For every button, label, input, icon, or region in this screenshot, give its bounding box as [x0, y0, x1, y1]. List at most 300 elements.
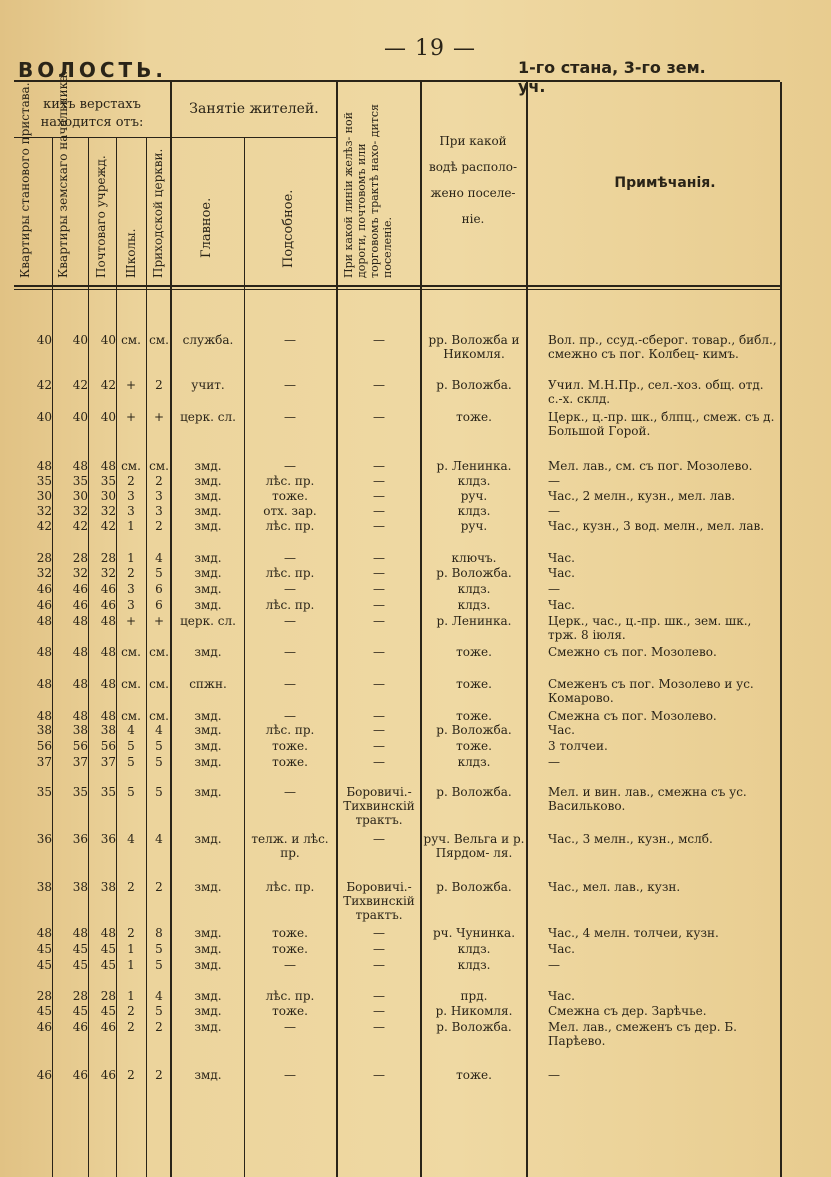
- cell-stanovoy: 40: [36, 410, 52, 424]
- cell-church: 6: [155, 598, 163, 612]
- cell-railway: —: [373, 504, 385, 518]
- cell-stanovoy: 37: [36, 755, 52, 769]
- col-rule: [88, 137, 89, 1177]
- header-notes: Примѣчанія.: [614, 175, 716, 191]
- cell-church: см.: [149, 333, 169, 347]
- cell-church: 5: [155, 739, 163, 753]
- header-water: При какой водѣ располо- жено поселе- ніе.: [428, 134, 518, 226]
- cell-auxiliary: лѣс. пр.: [265, 566, 315, 580]
- cell-church: 4: [155, 832, 163, 846]
- col-rule: [146, 137, 147, 1177]
- cell-zemsky: 40: [72, 333, 88, 347]
- cell-notes: —: [548, 1068, 560, 1082]
- cell-main: змд.: [194, 880, 222, 894]
- cell-zemsky: 46: [72, 1068, 88, 1082]
- page-title-left: ВОЛОСТЬ.: [18, 58, 168, 82]
- cell-main: змд.: [194, 489, 222, 503]
- cell-notes: Смежно съ пог. Мозолево.: [548, 645, 717, 659]
- cell-church: 5: [155, 958, 163, 972]
- cell-post: 28: [100, 551, 116, 565]
- header-stanovoy: Квартиры станового пристава.: [18, 82, 32, 278]
- cell-stanovoy: 38: [36, 723, 52, 737]
- cell-railway: —: [373, 378, 385, 392]
- cell-railway: —: [373, 333, 385, 347]
- cell-auxiliary: тоже.: [272, 489, 308, 503]
- cell-zemsky: 45: [72, 942, 88, 956]
- cell-main: служба.: [182, 333, 234, 347]
- cell-stanovoy: 48: [36, 926, 52, 940]
- cell-stanovoy: 45: [36, 1004, 52, 1018]
- cell-railway: —: [373, 519, 385, 533]
- cell-notes: Час.: [548, 566, 575, 580]
- cell-main: змд.: [194, 942, 222, 956]
- cell-zemsky: 48: [72, 677, 88, 691]
- cell-water: руч.: [460, 489, 488, 503]
- cell-church: 8: [155, 926, 163, 940]
- cell-schools: 5: [127, 739, 135, 753]
- cell-zemsky: 45: [72, 958, 88, 972]
- cell-zemsky: 37: [72, 755, 88, 769]
- cell-railway: —: [373, 832, 385, 846]
- cell-water: клдз.: [457, 582, 491, 596]
- cell-schools: см.: [121, 459, 141, 473]
- cell-main: змд.: [194, 504, 222, 518]
- cell-railway: —: [373, 410, 385, 424]
- cell-auxiliary: тоже.: [272, 926, 308, 940]
- cell-post: 45: [100, 1004, 116, 1018]
- cell-zemsky: 48: [72, 614, 88, 628]
- cell-church: 4: [155, 551, 163, 565]
- cell-auxiliary: —: [284, 333, 296, 347]
- cell-auxiliary: —: [284, 645, 296, 659]
- cell-church: 5: [155, 1004, 163, 1018]
- cell-schools: см.: [121, 677, 141, 691]
- cell-post: 56: [100, 739, 116, 753]
- cell-stanovoy: 38: [36, 880, 52, 894]
- cell-schools: см.: [121, 333, 141, 347]
- cell-water: руч.: [460, 519, 488, 533]
- cell-main: змд.: [194, 1004, 222, 1018]
- cell-auxiliary: тоже.: [272, 755, 308, 769]
- cell-zemsky: 35: [72, 474, 88, 488]
- cell-water: ключъ.: [451, 551, 497, 565]
- cell-post: 48: [100, 677, 116, 691]
- cell-post: 36: [100, 832, 116, 846]
- cell-notes: —: [548, 474, 560, 488]
- cell-schools: 1: [127, 519, 135, 533]
- cell-notes: Мел. и вин. лав., смежна съ ус. Васильково.: [548, 785, 747, 813]
- cell-zemsky: 48: [72, 645, 88, 659]
- cell-main: змд.: [194, 755, 222, 769]
- cell-stanovoy: 48: [36, 645, 52, 659]
- cell-water: руч. Вельга и р. Пярдом- ля.: [423, 832, 525, 860]
- cell-notes: Вол. пр., ссуд.-сберог. товар., библ., смежно съ пог. Колбец- кимъ.: [548, 333, 777, 361]
- cell-church: 2: [155, 519, 163, 533]
- cell-auxiliary: лѣс. пр.: [265, 880, 315, 894]
- cell-post: 37: [100, 755, 116, 769]
- occupation-group-rule: [172, 137, 336, 138]
- cell-post: 38: [100, 880, 116, 894]
- cell-post: 48: [100, 645, 116, 659]
- cell-main: змд.: [194, 926, 222, 940]
- cell-stanovoy: 46: [36, 598, 52, 612]
- cell-schools: 1: [127, 958, 135, 972]
- cell-church: см.: [149, 645, 169, 659]
- cell-church: 5: [155, 566, 163, 580]
- header-bottom-rule-2: [14, 289, 780, 290]
- cell-schools: 1: [127, 989, 135, 1003]
- cell-stanovoy: 45: [36, 958, 52, 972]
- cell-railway: —: [373, 582, 385, 596]
- cell-zemsky: 36: [72, 832, 88, 846]
- cell-schools: 3: [127, 504, 135, 518]
- cell-church: 5: [155, 785, 163, 799]
- cell-zemsky: 32: [72, 504, 88, 518]
- cell-main: змд.: [194, 1020, 222, 1034]
- col-rule: [780, 82, 782, 1177]
- cell-notes: Смеженъ съ пог. Мозолево и ус. Комарово.: [548, 677, 754, 705]
- cell-notes: —: [548, 582, 560, 596]
- cell-auxiliary: —: [284, 1020, 296, 1034]
- cell-schools: 2: [127, 926, 135, 940]
- cell-church: см.: [149, 459, 169, 473]
- cell-church: 6: [155, 582, 163, 596]
- cell-railway: Боровичі.- Тихвинскій трактъ.: [343, 785, 415, 827]
- cell-railway: —: [373, 958, 385, 972]
- cell-zemsky: 32: [72, 566, 88, 580]
- cell-schools: 5: [127, 755, 135, 769]
- cell-schools: 3: [127, 489, 135, 503]
- cell-schools: 5: [127, 785, 135, 799]
- cell-railway: —: [373, 739, 385, 753]
- cell-notes: Учил. М.Н.Пр., сел.-хоз. общ. отд. с.-х. склд.: [548, 378, 764, 406]
- cell-railway: —: [373, 709, 385, 723]
- cell-zemsky: 35: [72, 785, 88, 799]
- cell-water: р. Ленинка.: [436, 459, 512, 473]
- cell-schools: 4: [127, 723, 135, 737]
- cell-notes: Час., 3 мелн., кузн., мслб.: [548, 832, 713, 846]
- col-rule: [52, 137, 53, 1177]
- cell-notes: Час., 2 мелн., кузн., мел. лав.: [548, 489, 736, 503]
- cell-church: 4: [155, 723, 163, 737]
- cell-post: 35: [100, 785, 116, 799]
- cell-stanovoy: 32: [36, 566, 52, 580]
- cell-post: 35: [100, 474, 116, 488]
- cell-auxiliary: —: [284, 614, 296, 628]
- cell-schools: +: [125, 410, 137, 424]
- cell-post: 32: [100, 566, 116, 580]
- cell-railway: —: [373, 1004, 385, 1018]
- cell-main: змд.: [194, 709, 222, 723]
- cell-notes: —: [548, 755, 560, 769]
- cell-notes: Мел. лав., см. съ пог. Мозолево.: [548, 459, 753, 473]
- cell-notes: Церк., час., ц.-пр. шк., зем. шк., трж. 8 іюля.: [548, 614, 752, 642]
- cell-zemsky: 38: [72, 880, 88, 894]
- cell-stanovoy: 46: [36, 582, 52, 596]
- cell-auxiliary: телж. и лѣс. пр.: [251, 832, 329, 860]
- cell-main: змд.: [194, 832, 222, 846]
- cell-stanovoy: 56: [36, 739, 52, 753]
- cell-post: 46: [100, 1020, 116, 1034]
- page-number: — 19 —: [384, 36, 476, 61]
- cell-zemsky: 45: [72, 1004, 88, 1018]
- cell-notes: Час., кузн., 3 вод. мелн., мел. лав.: [548, 519, 765, 533]
- cell-auxiliary: лѣс. пр.: [265, 519, 315, 533]
- cell-stanovoy: 48: [36, 677, 52, 691]
- cell-water: клдз.: [457, 958, 491, 972]
- cell-auxiliary: —: [284, 582, 296, 596]
- cell-water: клдз.: [457, 755, 491, 769]
- header-auxiliary: Подсобное.: [281, 189, 296, 268]
- cell-auxiliary: —: [284, 410, 296, 424]
- cell-water: клдз.: [457, 598, 491, 612]
- cell-railway: —: [373, 566, 385, 580]
- cell-schools: 4: [127, 832, 135, 846]
- col-rule: [526, 82, 528, 1177]
- cell-auxiliary: лѣс. пр.: [265, 723, 315, 737]
- cell-schools: см.: [121, 709, 141, 723]
- cell-notes: Мел. лав., смеженъ съ дер. Б. Парѣево.: [548, 1020, 737, 1048]
- cell-notes: Час.: [548, 989, 575, 1003]
- cell-notes: 3 толчеи.: [548, 739, 608, 753]
- cell-zemsky: 48: [72, 709, 88, 723]
- cell-main: змд.: [194, 723, 222, 737]
- header-zemsky: Квартиры земскаго начальника.: [56, 70, 70, 278]
- cell-notes: Час.: [548, 723, 575, 737]
- cell-zemsky: 46: [72, 1020, 88, 1034]
- cell-stanovoy: 32: [36, 504, 52, 518]
- cell-post: 48: [100, 614, 116, 628]
- cell-stanovoy: 46: [36, 1068, 52, 1082]
- cell-stanovoy: 35: [36, 474, 52, 488]
- cell-post: 30: [100, 489, 116, 503]
- cell-stanovoy: 48: [36, 459, 52, 473]
- header-church: Приходской церкви.: [151, 148, 165, 278]
- cell-auxiliary: тоже.: [272, 942, 308, 956]
- cell-railway: Боровичі.- Тихвинскій трактъ.: [343, 880, 415, 922]
- cell-notes: Час.: [548, 598, 575, 612]
- header-bottom-rule: [14, 285, 780, 287]
- cell-water: р. Никомля.: [435, 1004, 513, 1018]
- cell-water: р. Воложба.: [436, 1020, 512, 1034]
- cell-water: тоже.: [456, 1068, 492, 1082]
- cell-auxiliary: лѣс. пр.: [265, 989, 315, 1003]
- distance-group-header: кихъ верстахъ находится отъ:: [40, 97, 144, 130]
- cell-schools: 2: [127, 1020, 135, 1034]
- cell-main: змд.: [194, 519, 222, 533]
- cell-water: клдз.: [457, 474, 491, 488]
- cell-railway: —: [373, 926, 385, 940]
- cell-auxiliary: —: [284, 677, 296, 691]
- cell-railway: —: [373, 489, 385, 503]
- cell-zemsky: 28: [72, 989, 88, 1003]
- cell-railway: —: [373, 598, 385, 612]
- cell-main: церк. сл.: [180, 614, 236, 628]
- cell-zemsky: 30: [72, 489, 88, 503]
- cell-stanovoy: 45: [36, 942, 52, 956]
- cell-main: змд.: [194, 785, 222, 799]
- cell-main: змд.: [194, 474, 222, 488]
- cell-stanovoy: 46: [36, 1020, 52, 1034]
- cell-post: 48: [100, 926, 116, 940]
- cell-water: р. Воложба.: [436, 880, 512, 894]
- cell-church: 3: [155, 489, 163, 503]
- cell-schools: 2: [127, 880, 135, 894]
- cell-post: 40: [100, 410, 116, 424]
- cell-stanovoy: 28: [36, 989, 52, 1003]
- cell-schools: 1: [127, 942, 135, 956]
- cell-main: змд.: [194, 582, 222, 596]
- cell-water: тоже.: [456, 709, 492, 723]
- cell-main: змд.: [194, 958, 222, 972]
- cell-zemsky: 38: [72, 723, 88, 737]
- cell-church: 4: [155, 989, 163, 1003]
- cell-main: церк. сл.: [180, 410, 236, 424]
- cell-water: р. Воложба.: [436, 785, 512, 799]
- cell-schools: 3: [127, 598, 135, 612]
- cell-zemsky: 42: [72, 519, 88, 533]
- cell-church: 5: [155, 942, 163, 956]
- cell-water: рч. Чунинка.: [432, 926, 516, 940]
- cell-water: тоже.: [456, 677, 492, 691]
- cell-water: тоже.: [456, 739, 492, 753]
- header-post: Почтоваго учрежд.: [94, 155, 108, 278]
- cell-church: 2: [155, 474, 163, 488]
- cell-auxiliary: —: [284, 1068, 296, 1082]
- cell-auxiliary: тоже.: [272, 739, 308, 753]
- cell-church: 2: [155, 880, 163, 894]
- cell-zemsky: 42: [72, 378, 88, 392]
- cell-schools: 2: [127, 566, 135, 580]
- cell-church: 2: [155, 1068, 163, 1082]
- cell-railway: —: [373, 755, 385, 769]
- top-rule: [14, 80, 780, 82]
- cell-zemsky: 46: [72, 582, 88, 596]
- cell-notes: Час., мел. лав., кузн.: [548, 880, 681, 894]
- cell-schools: 2: [127, 1004, 135, 1018]
- cell-water: р. Ленинка.: [436, 614, 512, 628]
- cell-notes: Час., 4 мелн. толчеи, кузн.: [548, 926, 719, 940]
- cell-auxiliary: лѣс. пр.: [265, 598, 315, 612]
- cell-water: клдз.: [457, 942, 491, 956]
- cell-church: 3: [155, 504, 163, 518]
- cell-post: 32: [100, 504, 116, 518]
- cell-notes: Смежна съ дер. Зарѣчье.: [548, 1004, 707, 1018]
- cell-church: +: [153, 410, 165, 424]
- cell-water: прд.: [460, 989, 488, 1003]
- cell-auxiliary: тоже.: [272, 1004, 308, 1018]
- cell-stanovoy: 48: [36, 614, 52, 628]
- cell-railway: —: [373, 1068, 385, 1082]
- cell-auxiliary: —: [284, 958, 296, 972]
- cell-stanovoy: 36: [36, 832, 52, 846]
- cell-schools: +: [125, 614, 137, 628]
- cell-church: см.: [149, 709, 169, 723]
- cell-notes: —: [548, 958, 560, 972]
- cell-church: см.: [149, 677, 169, 691]
- cell-main: змд.: [194, 566, 222, 580]
- cell-post: 38: [100, 723, 116, 737]
- cell-post: 46: [100, 1068, 116, 1082]
- cell-main: змд.: [194, 598, 222, 612]
- cell-notes: Смежна съ пог. Мозолево.: [548, 709, 717, 723]
- cell-main: змд.: [194, 459, 222, 473]
- cell-schools: +: [125, 378, 137, 392]
- cell-notes: Церк., ц.-пр. шк., блпц., смеж. съ д. Большой Горой.: [548, 410, 775, 438]
- cell-railway: —: [373, 723, 385, 737]
- cell-auxiliary: —: [284, 459, 296, 473]
- cell-water: р. Воложба.: [436, 378, 512, 392]
- header-schools: Школы.: [124, 228, 138, 278]
- cell-stanovoy: 42: [36, 519, 52, 533]
- cell-auxiliary: отх. зар.: [263, 504, 317, 518]
- cell-water: тоже.: [456, 645, 492, 659]
- cell-water: р. Воложба.: [436, 723, 512, 737]
- header-railway: При какой линіи желѣз- ной дороги, почтовомъ или торговомъ трактѣ нахо- дится поселеніе.: [342, 104, 394, 278]
- cell-zemsky: 28: [72, 551, 88, 565]
- cell-schools: 2: [127, 474, 135, 488]
- cell-zemsky: 40: [72, 410, 88, 424]
- cell-post: 28: [100, 989, 116, 1003]
- cell-schools: 1: [127, 551, 135, 565]
- cell-railway: —: [373, 459, 385, 473]
- occupation-group-header: Занятіе жителей.: [189, 101, 319, 117]
- cell-schools: 3: [127, 582, 135, 596]
- cell-main: змд.: [194, 551, 222, 565]
- cell-water: тоже.: [456, 410, 492, 424]
- cell-stanovoy: 48: [36, 709, 52, 723]
- cell-post: 48: [100, 709, 116, 723]
- cell-auxiliary: лѣс. пр.: [265, 474, 315, 488]
- cell-water: р. Воложба.: [436, 566, 512, 580]
- cell-railway: —: [373, 474, 385, 488]
- cell-railway: —: [373, 1020, 385, 1034]
- cell-railway: —: [373, 551, 385, 565]
- cell-church: 5: [155, 755, 163, 769]
- cell-notes: Час.: [548, 551, 575, 565]
- cell-stanovoy: 30: [36, 489, 52, 503]
- cell-zemsky: 56: [72, 739, 88, 753]
- cell-main: спжн.: [189, 677, 227, 691]
- cell-schools: см.: [121, 645, 141, 659]
- cell-post: 45: [100, 958, 116, 972]
- cell-main: учит.: [191, 378, 225, 392]
- cell-notes: Час.: [548, 942, 575, 956]
- cell-railway: —: [373, 942, 385, 956]
- cell-church: +: [153, 614, 165, 628]
- cell-main: змд.: [194, 739, 222, 753]
- cell-auxiliary: —: [284, 551, 296, 565]
- cell-water: клдз.: [457, 504, 491, 518]
- cell-main: змд.: [194, 645, 222, 659]
- cell-church: 2: [155, 1020, 163, 1034]
- cell-railway: —: [373, 677, 385, 691]
- cell-post: 42: [100, 519, 116, 533]
- cell-notes: —: [548, 504, 560, 518]
- cell-zemsky: 46: [72, 598, 88, 612]
- cell-zemsky: 48: [72, 459, 88, 473]
- cell-post: 40: [100, 333, 116, 347]
- cell-railway: —: [373, 614, 385, 628]
- cell-stanovoy: 42: [36, 378, 52, 392]
- cell-stanovoy: 40: [36, 333, 52, 347]
- cell-schools: 2: [127, 1068, 135, 1082]
- cell-post: 48: [100, 459, 116, 473]
- cell-railway: —: [373, 645, 385, 659]
- page-title-right: 1-го стана, 3-го зем. уч.: [518, 58, 706, 96]
- header-main: Главное.: [199, 197, 214, 258]
- cell-post: 46: [100, 582, 116, 596]
